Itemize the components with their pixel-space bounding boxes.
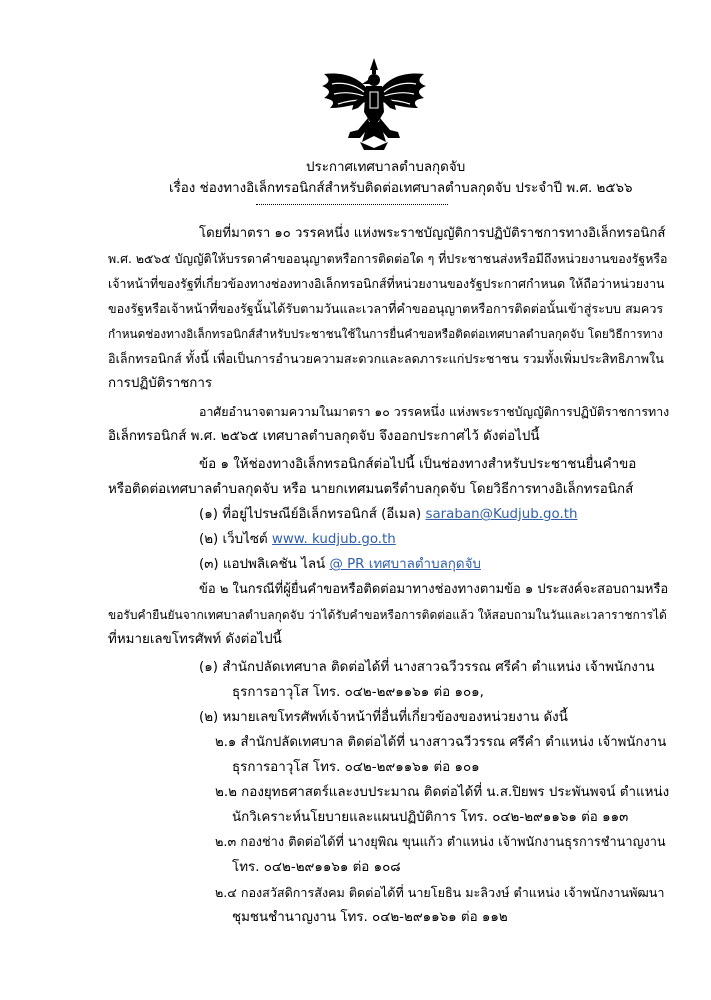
channel-label: (๒) เว็บไซต์: [199, 532, 272, 547]
contact-line: ๒.๒ กองยุทธศาสตร์และงบประมาณ ติดต่อได้ที่ น.ส.ปิยพร ประพันพจน์ ตำแหน่ง: [215, 785, 670, 800]
contact-line: ธุรการอาวุโส โทร. ๐๔๒-๒๙๑๑๖๑ ต่อ ๑๐๑,: [232, 685, 484, 700]
paragraph-line: การปฏิบัติราชการ: [108, 376, 213, 391]
channel-label: (๓) แอปพลิเคชัน ไลน์: [199, 557, 330, 572]
clause-line: ที่หมายเลขโทรศัพท์ ดังต่อไปนี้: [108, 632, 282, 647]
paragraph-line: อิเล็กทรอนิกส์ ทั้งนี้ เพื่อเป็นการอำนวยความสะดวกและลดภาระแก่ประชาชน รวมทั้งเพิ่มประสิทธิภาพใน: [108, 351, 664, 366]
contact-line: (๑) สำนักปลัดเทศบาล ติดต่อได้ที่ นางสาวฉวีวรรณ ศรีคำ ตำแหน่ง เจ้าพนักงาน: [199, 660, 655, 675]
contact-line: นักวิเคราะห์นโยบายและแผนปฏิบัติการ โทร. ๐๔๒-๒๙๑๑๖๑ ต่อ ๑๑๓: [232, 810, 629, 825]
line-app-link[interactable]: @ PR เทศบาลตำบลกุดจับ: [329, 557, 481, 572]
announcement-subject: เรื่อง ช่องทางอิเล็กทรอนิกส์สำหรับติดต่อเทศบาลตำบลกุดจับ ประจำปี พ.ศ. ๒๕๖๖: [169, 181, 633, 196]
paragraph-line: เจ้าหน้าที่ของรัฐที่เกี่ยวข้องทางช่องทางอิเล็กทรอนิกส์ที่หน่วยงานของรัฐประกาศกำหนด ให้ถือว่าหน่วยงาน: [108, 276, 665, 291]
clause-line: ข้อ ๑ ให้ช่องทางอิเล็กทรอนิกส์ต่อไปนี้ เป็นช่องทางสำหรับประชาชนยื่นคำขอ: [199, 457, 637, 472]
paragraph-line: อาศัยอำนาจตามความในมาตรา ๑๐ วรรคหนึ่ง แห่งพระราชบัญญัติการปฏิบัติราชการทาง: [199, 404, 670, 419]
email-link[interactable]: saraban@Kudjub.go.th: [425, 507, 578, 522]
contact-line: ๒.๑ สำนักปลัดเทศบาล ติดต่อได้ที่ นางสาวฉวีวรรณ ศรีคำ ตำแหน่ง เจ้าพนักงาน: [215, 735, 667, 750]
contact-line: (๒) หมายเลขโทรศัพท์เจ้าหน้าที่อื่นที่เกี่ยวข้องของหน่วยงาน ดังนี้: [199, 710, 568, 725]
clause-line: ขอรับคำยืนยันจากเทศบาลตำบลกุดจับ ว่าได้รับคำขอหรือการติดต่อแล้ว ให้สอบถามในวันและเวลาราชการได้: [108, 608, 667, 622]
paragraph-line: อิเล็กทรอนิกส์ พ.ศ. ๒๕๖๕ เทศบาลตำบลกุดจับ จึงออกประกาศไว้ ดังต่อไปนี้: [108, 429, 540, 444]
garuda-emblem-icon: [318, 56, 430, 152]
clause-line: ข้อ ๒ ในกรณีที่ผู้ยื่นคำขอหรือติดต่อมาทางช่องทางตามข้อ ๑ ประสงค์จะสอบถามหรือ: [199, 582, 669, 597]
channel-email-item: [199, 506, 577, 524]
paragraph-line: กำหนดช่องทางอิเล็กทรอนิกส์สำหรับประชาชนใช้ในการยื่นคำขอหรือติดต่อเทศบาลตำบลกุดจับ โดยวิธีการทาง: [108, 327, 663, 341]
contact-line: ชุมชนชำนาญงาน โทร. ๐๔๒-๒๙๑๑๖๑ ต่อ ๑๑๒: [232, 910, 508, 925]
announcement-title: ประกาศเทศบาลตำบลกุดจับ: [306, 160, 466, 175]
channel-label: (๑) ที่อยู่ไปรษณีย์อิเล็กทรอนิกส์ (อีเมล): [199, 507, 426, 522]
clause-line: หรือติดต่อเทศบาลตำบลกุดจับ หรือ นายกเทศมนตรีตำบลกุดจับ โดยวิธีการทางอิเล็กทรอนิกส์: [108, 482, 634, 497]
channel-website-item: [199, 531, 396, 549]
contact-line: ๒.๓ กองช่าง ติดต่อได้ที่ นางยุพิณ ขุนแก้ว ตำแหน่ง เจ้าพนักงานธุรการชำนาญงาน: [215, 835, 666, 850]
website-link[interactable]: www. kudjub.go.th: [271, 532, 396, 547]
separator-dots: [256, 204, 448, 207]
contact-line: ธุรการอาวุโส โทร. ๐๔๒-๒๙๑๑๖๑ ต่อ ๑๐๑: [232, 760, 480, 775]
paragraph-line: พ.ศ. ๒๕๖๕ บัญญัติให้บรรดาคำขออนุญาตหรือการติดต่อใด ๆ ที่ประชาชนส่งหรือมีถึงหน่วยงานของรัฐหรือ: [108, 251, 668, 266]
paragraph-line: โดยที่มาตรา ๑๐ วรรคหนึ่ง แห่งพระราชบัญญัติการปฏิบัติราชการทางอิเล็กทรอนิกส์: [199, 226, 666, 241]
paragraph-line: ของรัฐหรือเจ้าหน้าที่ของรัฐนั้นได้รับตามวันและเวลาที่คำขออนุญาตหรือการติดต่อนั้นเข้าสู่ระบบ สมควร: [108, 301, 664, 316]
contact-line: โทร. ๐๔๒-๒๙๑๑๖๑ ต่อ ๑๐๘: [232, 860, 401, 875]
channel-line-item: [199, 556, 481, 574]
contact-line: ๒.๔ กองสวัสดิการสังคม ติดต่อได้ที่ นายโยธิน มะลิวงษ์ ตำแหน่ง เจ้าพนักงานพัฒนา: [215, 885, 665, 900]
